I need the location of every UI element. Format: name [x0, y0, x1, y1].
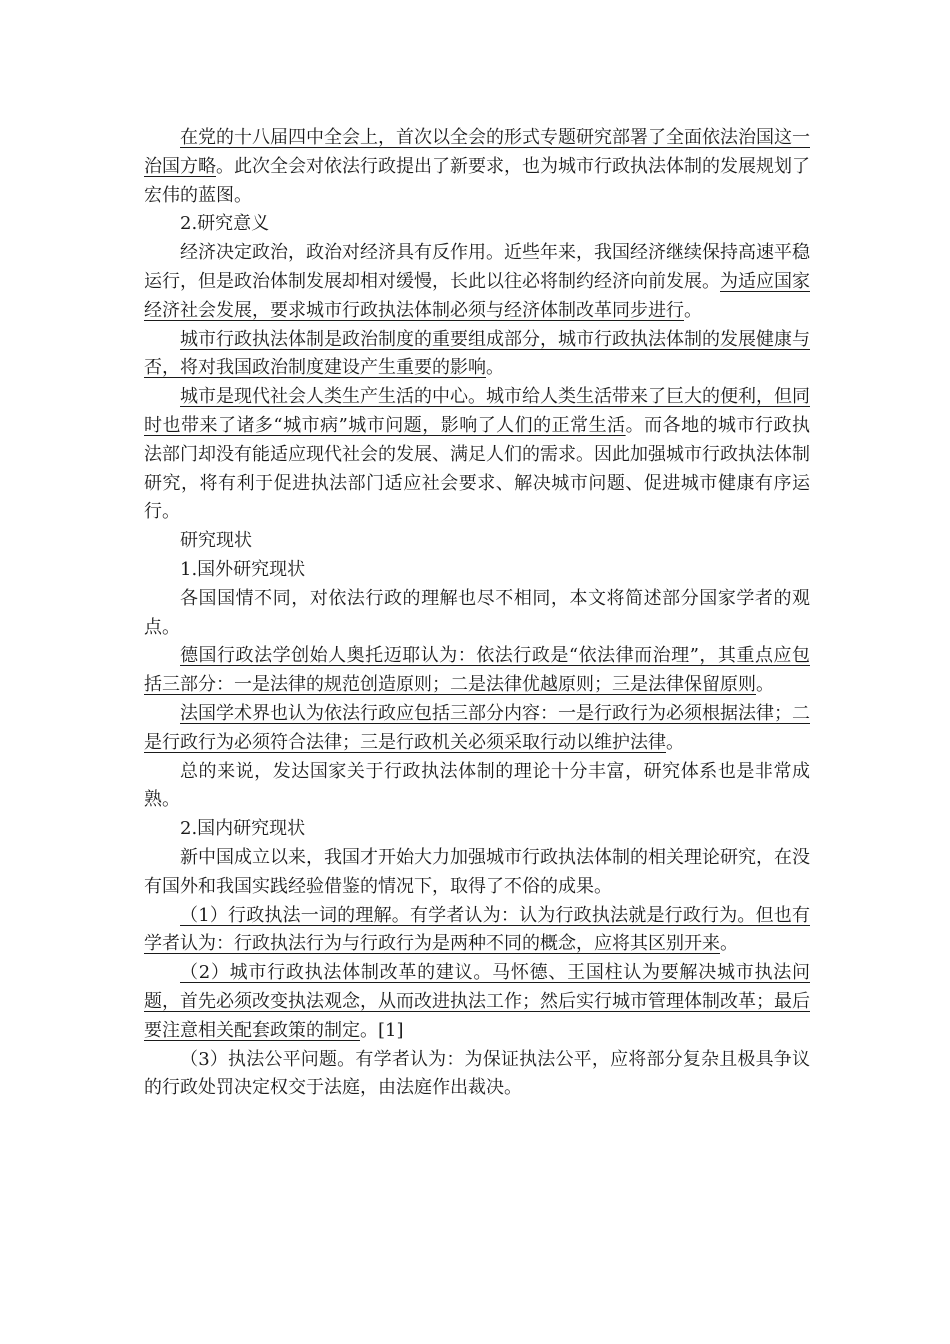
paragraph-summary: 总的来说，发达国家关于行政执法体制的理论十分丰富，研究体系也是非常成熟。 — [144, 760, 810, 811]
underlined-text: 德国行政法学创始人奥托迈耶认为：依法行政是“依法律而治理”，其重点应包括三部分：一是法律的规范创造原则；二是法律优越原则；三是法律保留原则 — [144, 645, 810, 696]
paragraph-point-3: （3）执法公平问题。有学者认为：为保证执法公平，应将部分复杂且极具争议的行政处罚决定权交于法庭，由法庭作出裁决。 — [144, 1048, 810, 1099]
paragraph-point-2 — [144, 959, 810, 1045]
paragraph-german-view — [144, 642, 810, 700]
paragraph-text: 。 — [720, 933, 738, 955]
underlined-text: 在党的十八届四中全会上，首次以全会的形式专题研究部署了全面依法治国这一治国方略 — [144, 127, 810, 177]
paragraph-text: 。 — [666, 731, 684, 753]
underlined-text: 城市是现代社会人类生产生活的中心。城市给人类生活带来了巨大的便利，但同时也带来了诸多“城市病”城市问题，影响了人们的正常生活 — [144, 386, 810, 436]
paragraph-text: 。而各地的城市行政执法部门却没有能适应现代社会的发展、满足人们的需求。因此加强城市行政执法体制研究，将有利于促进执法部门适应社会要求、解决城市问题、促进城市健康有序运行。 — [144, 414, 811, 523]
paragraph-city-center — [144, 383, 810, 527]
heading-research-significance: 2.研究意义 — [180, 213, 270, 235]
underlined-text: 城市行政执法体制是政治制度的重要组成部分，城市行政执法体制的发展健康与否，将对我国政治制度建设产生重要的影响 — [144, 328, 810, 379]
paragraph-text: 。此次全会对依法行政提出了新要求，也为城市行政执法体制的发展规划了宏伟的蓝图。 — [144, 155, 810, 206]
paragraph-text: 。 — [684, 299, 702, 321]
paragraph-point-1 — [144, 902, 810, 960]
paragraph-political-system — [144, 326, 810, 384]
paragraph-fourth-plenum — [144, 124, 810, 210]
underlined-text: （2）城市行政执法体制改革的建议。马怀德、王国柱认为要解决城市执法问题，首先必须改变执法观念，从而改进执法工作；然后实行城市管理体制改革；最后要注意相关配套政策的制定 — [144, 962, 810, 1041]
paragraph-national-conditions: 各国国情不同，对依法行政的理解也尽不相同，本文将简述部分国家学者的观点。 — [144, 587, 810, 638]
paragraph-economy-politics — [144, 239, 810, 325]
underlined-text: 法国学术界也认为依法行政应包括三部分内容：一是行政行为必须根据法律；二是行政行为必须符合法律；三是行政机关必须采取行动以维护法律 — [144, 702, 810, 753]
paragraph-french-view — [144, 700, 810, 758]
paragraph-text: 。 — [486, 357, 504, 379]
paragraph-text: 。 — [756, 674, 774, 696]
paragraph-text: 经济决定政治，政治对经济具有反作用。近些年来，我国经济继续保持高速平稳运行，但是政治体制发展却相对缓慢，长此以往必将制约经济向前发展。 — [144, 242, 810, 292]
underlined-text: 为适应国家经济社会发展，要求城市行政执法体制必须与经济体制改革同步进行 — [144, 270, 810, 321]
heading-foreign-status: 1.国外研究现状 — [180, 558, 306, 580]
underlined-text: （1）行政执法一词的理解。有学者认为：认为行政执法就是行政行为。但也有学者认为：行政执法行为与行政行为是两种不同的概念，应将其区别开来 — [144, 904, 810, 955]
paragraph-new-china: 新中国成立以来，我国才开始大力加强城市行政执法体制的相关理论研究，在没有国外和我国实践经验借鉴的情况下，取得了不俗的成果。 — [144, 846, 810, 897]
paragraph-text: 。[1] — [360, 1019, 404, 1041]
document-body — [144, 124, 810, 1103]
heading-domestic-status: 2.国内研究现状 — [180, 818, 306, 840]
heading-research-status: 研究现状 — [180, 530, 252, 552]
